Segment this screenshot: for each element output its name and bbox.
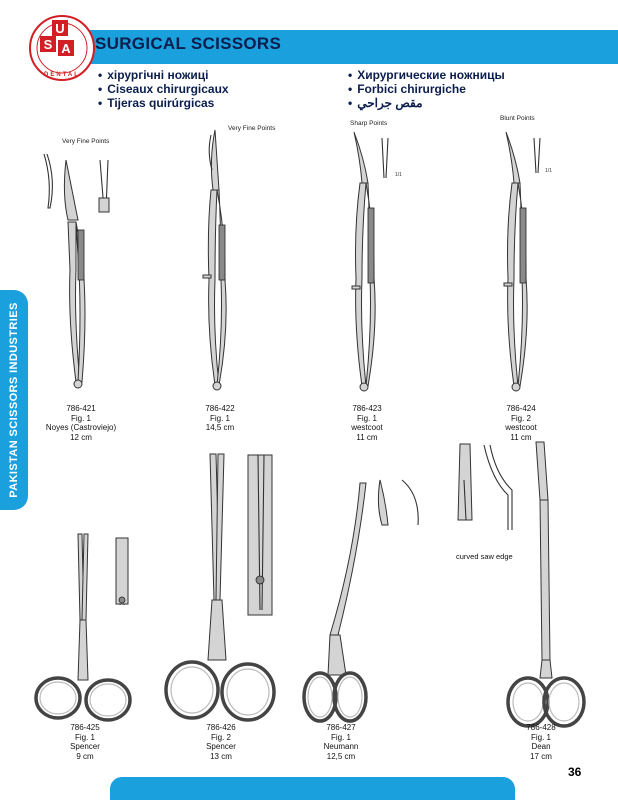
page-number: 36 (568, 765, 582, 779)
instrument-786-426 (160, 450, 290, 735)
language-item: • хірургічні ножиці (98, 68, 229, 82)
tip-label: Very Fine Points (62, 138, 110, 145)
product-code: 786-423 (352, 404, 382, 413)
language-item: • Ciseaux chirurgicaux (98, 82, 229, 96)
logo-letter-u: U (55, 21, 65, 36)
product-fig: Fig. 1 (530, 732, 551, 742)
product-fig: Fig. 1 (209, 413, 230, 423)
product-caption-786-426 (176, 723, 266, 761)
product-size: 9 cm (76, 751, 94, 761)
product-size: 11 cm (510, 432, 532, 442)
logo-letter-s: S (43, 37, 53, 52)
product-fig: Fig. 2 (210, 732, 231, 742)
product-caption-786-425 (40, 723, 130, 761)
product-size: 14,5 cm (205, 423, 235, 432)
product-size: 13 cm (210, 751, 232, 761)
instrument-786-425 (30, 530, 145, 735)
product-caption-786-422 (175, 404, 265, 433)
logo-letter-a: A (61, 41, 71, 56)
instrument-786-423 (340, 128, 400, 393)
product-fig: Fig. 1 (74, 732, 95, 742)
product-name: westcoot (505, 423, 537, 432)
scale-fraction: 1/1 (395, 172, 402, 178)
product-caption-786-427 (296, 723, 386, 761)
product-code: 786-428 (526, 723, 556, 732)
product-name: Spencer (206, 742, 236, 751)
instrument-786-428 (452, 440, 592, 738)
product-fig: Fig. 1 (330, 732, 351, 742)
product-fig: Fig. 2 (510, 413, 531, 423)
product-name: Noyes (Castroviejo) (45, 423, 117, 432)
tip-label: Sharp Points (350, 120, 388, 127)
product-code: 786-426 (206, 723, 236, 732)
tip-label: Very Fine Points (228, 125, 276, 132)
instrument-786-422 (185, 130, 245, 392)
tip-label: Blunt Points (500, 115, 535, 122)
usa-dental-logo (28, 14, 96, 82)
product-name: Spencer (70, 742, 100, 751)
language-item: • مقص جراحي (348, 96, 505, 110)
instrument-786-424 (492, 128, 552, 393)
product-code: 786-424 (506, 404, 536, 413)
side-tab-label: PAKISTAN SCISSORS INDUSTRIES (8, 302, 20, 498)
product-name: Dean (531, 742, 551, 751)
product-size: 17 cm (530, 751, 552, 761)
scale-fraction: 1/1 (545, 168, 552, 174)
product-fig: Fig. 1 (70, 413, 91, 423)
language-item: • Хирургические ножницы (348, 68, 505, 82)
product-code: 786-421 (66, 404, 96, 413)
product-code: 786-422 (205, 404, 235, 413)
language-item: • Tijeras quirúrgicas (98, 96, 229, 110)
product-size: 12,5 cm (326, 751, 356, 761)
product-caption-786-421 (36, 404, 126, 442)
language-item: • Forbici chirurgiche (348, 82, 505, 96)
product-name: westcoot (351, 423, 383, 432)
product-size: 11 cm (356, 432, 378, 442)
product-caption-786-424 (476, 404, 566, 442)
footer-bar (110, 777, 515, 800)
feature-note: curved saw edge (456, 552, 513, 561)
page-title: SURGICAL SCISSORS (95, 34, 282, 53)
logo-ring-text: DENTAL (44, 72, 80, 78)
product-size: 12 cm (70, 432, 92, 442)
language-list-right (348, 68, 505, 110)
product-caption-786-423 (322, 404, 412, 442)
instrument-786-421 (38, 150, 118, 395)
language-list-left (98, 68, 229, 110)
instrument-786-427 (300, 475, 430, 737)
product-name: Neumann (323, 742, 359, 751)
product-code: 786-427 (326, 723, 356, 732)
product-code: 786-425 (70, 723, 100, 732)
product-fig: Fig. 1 (356, 413, 377, 423)
product-caption-786-428 (496, 723, 586, 761)
